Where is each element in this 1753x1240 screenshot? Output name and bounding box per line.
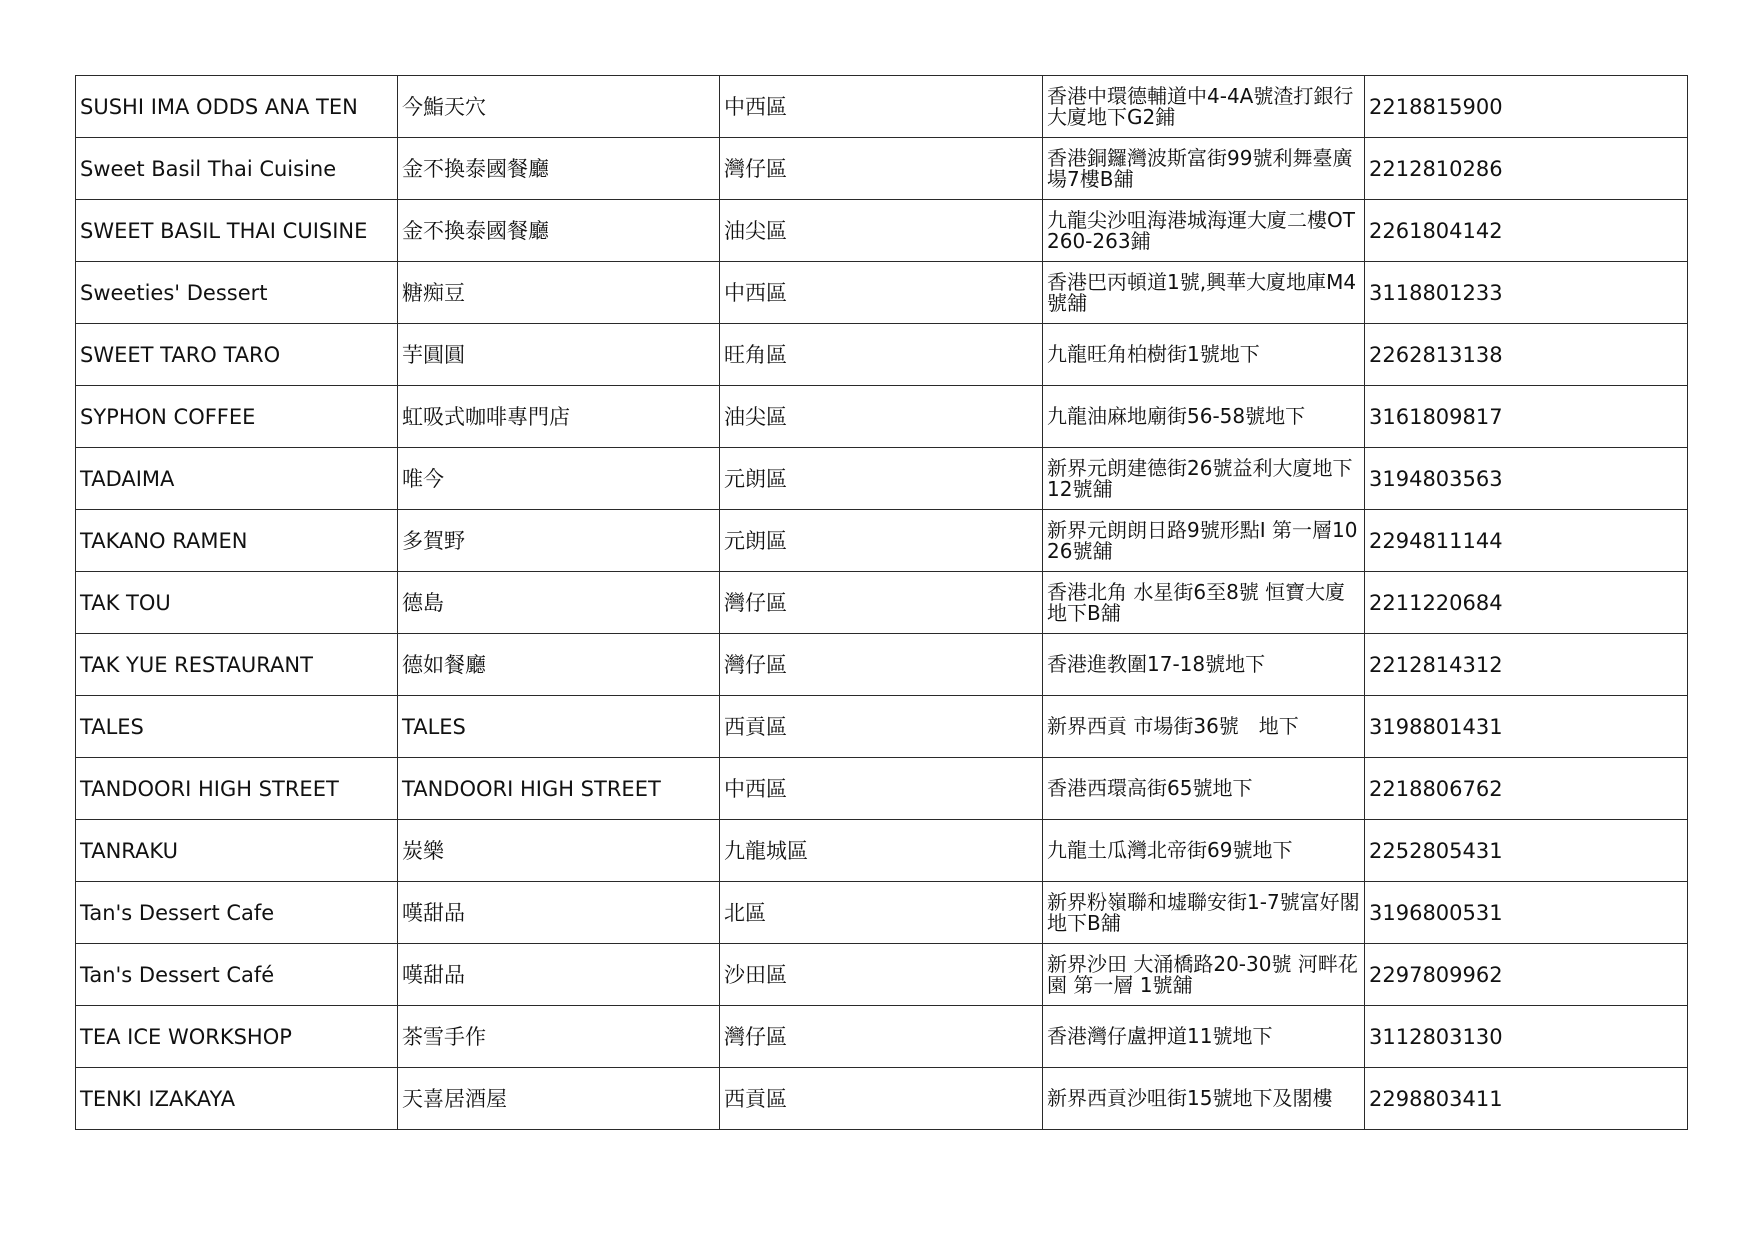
district-cell: 九龍城區 bbox=[720, 820, 1043, 882]
district-cell: 沙田區 bbox=[720, 944, 1043, 1006]
name-zh-cell: 嘆甜品 bbox=[398, 882, 720, 944]
address-cell: 九龍油麻地廟街56-58號地下 bbox=[1043, 386, 1365, 448]
address-cell: 新界元朗朗日路9號形點I 第一層1026號舖 bbox=[1043, 510, 1365, 572]
district-cell: 西貢區 bbox=[720, 1068, 1043, 1130]
phone-cell: 2211220684 bbox=[1365, 572, 1688, 634]
district-cell: 中西區 bbox=[720, 262, 1043, 324]
table-body bbox=[76, 76, 1688, 1130]
name-zh-cell: TANDOORI HIGH STREET bbox=[398, 758, 720, 820]
document-page bbox=[75, 75, 1687, 1130]
name-zh-cell: 金不換泰國餐廳 bbox=[398, 200, 720, 262]
name-en-cell: TAK TOU bbox=[76, 572, 398, 634]
table-row bbox=[76, 634, 1688, 696]
phone-cell: 2212814312 bbox=[1365, 634, 1688, 696]
district-cell: 油尖區 bbox=[720, 386, 1043, 448]
phone-cell: 2297809962 bbox=[1365, 944, 1688, 1006]
name-zh-cell: 金不換泰國餐廳 bbox=[398, 138, 720, 200]
table-row bbox=[76, 262, 1688, 324]
phone-cell: 3196800531 bbox=[1365, 882, 1688, 944]
phone-cell: 2218806762 bbox=[1365, 758, 1688, 820]
name-en-cell: TALES bbox=[76, 696, 398, 758]
address-cell: 新界西貢沙咀街15號地下及閣樓 bbox=[1043, 1068, 1365, 1130]
district-cell: 灣仔區 bbox=[720, 138, 1043, 200]
name-zh-cell: 茶雪手作 bbox=[398, 1006, 720, 1068]
table-row bbox=[76, 76, 1688, 138]
address-cell: 香港巴丙頓道1號,興華大廈地庫M4號舖 bbox=[1043, 262, 1365, 324]
name-en-cell: Tan's Dessert Cafe bbox=[76, 882, 398, 944]
table-row bbox=[76, 696, 1688, 758]
table-row bbox=[76, 200, 1688, 262]
name-zh-cell: 多賀野 bbox=[398, 510, 720, 572]
phone-cell: 2218815900 bbox=[1365, 76, 1688, 138]
district-cell: 灣仔區 bbox=[720, 572, 1043, 634]
district-cell: 油尖區 bbox=[720, 200, 1043, 262]
address-cell: 新界西貢 市場街36號 地下 bbox=[1043, 696, 1365, 758]
table-row bbox=[76, 882, 1688, 944]
phone-cell: 2261804142 bbox=[1365, 200, 1688, 262]
name-en-cell: TEA ICE WORKSHOP bbox=[76, 1006, 398, 1068]
name-en-cell: TENKI IZAKAYA bbox=[76, 1068, 398, 1130]
district-cell: 灣仔區 bbox=[720, 1006, 1043, 1068]
district-cell: 中西區 bbox=[720, 758, 1043, 820]
address-cell: 九龍尖沙咀海港城海運大廈二樓OT 260-263鋪 bbox=[1043, 200, 1365, 262]
name-en-cell: Sweeties' Dessert bbox=[76, 262, 398, 324]
name-en-cell: SYPHON COFFEE bbox=[76, 386, 398, 448]
phone-cell: 2294811144 bbox=[1365, 510, 1688, 572]
phone-cell: 3194803563 bbox=[1365, 448, 1688, 510]
address-cell: 香港北角 水星街6至8號 恒寶大廈地下B舖 bbox=[1043, 572, 1365, 634]
name-zh-cell: 糖痴豆 bbox=[398, 262, 720, 324]
name-zh-cell: 唯今 bbox=[398, 448, 720, 510]
phone-cell: 3112803130 bbox=[1365, 1006, 1688, 1068]
name-en-cell: TADAIMA bbox=[76, 448, 398, 510]
district-cell: 北區 bbox=[720, 882, 1043, 944]
name-zh-cell: 今鮨天穴 bbox=[398, 76, 720, 138]
district-cell: 旺角區 bbox=[720, 324, 1043, 386]
phone-cell: 2262813138 bbox=[1365, 324, 1688, 386]
name-zh-cell: 德島 bbox=[398, 572, 720, 634]
name-zh-cell: 虹吸式咖啡專門店 bbox=[398, 386, 720, 448]
name-en-cell: Tan's Dessert Café bbox=[76, 944, 398, 1006]
table-row bbox=[76, 572, 1688, 634]
address-cell: 香港中環德輔道中4-4A號渣打銀行大廈地下G2鋪 bbox=[1043, 76, 1365, 138]
address-cell: 九龍旺角柏樹街1號地下 bbox=[1043, 324, 1365, 386]
district-cell: 元朗區 bbox=[720, 448, 1043, 510]
name-zh-cell: 天喜居酒屋 bbox=[398, 1068, 720, 1130]
name-en-cell: TANRAKU bbox=[76, 820, 398, 882]
address-cell: 九龍土瓜灣北帝街69號地下 bbox=[1043, 820, 1365, 882]
table-row bbox=[76, 324, 1688, 386]
district-cell: 元朗區 bbox=[720, 510, 1043, 572]
restaurant-table bbox=[75, 75, 1688, 1130]
address-cell: 新界粉嶺聯和墟聯安街1-7號富好閣地下B舖 bbox=[1043, 882, 1365, 944]
name-zh-cell: 芋圓圓 bbox=[398, 324, 720, 386]
district-cell: 中西區 bbox=[720, 76, 1043, 138]
name-zh-cell: 德如餐廳 bbox=[398, 634, 720, 696]
phone-cell: 2298803411 bbox=[1365, 1068, 1688, 1130]
phone-cell: 3198801431 bbox=[1365, 696, 1688, 758]
phone-cell: 3118801233 bbox=[1365, 262, 1688, 324]
phone-cell: 2212810286 bbox=[1365, 138, 1688, 200]
table-row bbox=[76, 1068, 1688, 1130]
name-en-cell: TANDOORI HIGH STREET bbox=[76, 758, 398, 820]
name-en-cell: SWEET BASIL THAI CUISINE bbox=[76, 200, 398, 262]
name-en-cell: TAK YUE RESTAURANT bbox=[76, 634, 398, 696]
district-cell: 灣仔區 bbox=[720, 634, 1043, 696]
table-row bbox=[76, 510, 1688, 572]
name-en-cell: Sweet Basil Thai Cuisine bbox=[76, 138, 398, 200]
address-cell: 新界元朗建德街26號益利大廈地下12號舖 bbox=[1043, 448, 1365, 510]
table-row bbox=[76, 758, 1688, 820]
table-row bbox=[76, 448, 1688, 510]
table-row bbox=[76, 138, 1688, 200]
name-en-cell: SUSHI IMA ODDS ANA TEN bbox=[76, 76, 398, 138]
district-cell: 西貢區 bbox=[720, 696, 1043, 758]
address-cell: 香港銅鑼灣波斯富街99號利舞臺廣場7樓B舖 bbox=[1043, 138, 1365, 200]
name-zh-cell: 炭樂 bbox=[398, 820, 720, 882]
address-cell: 香港西環高街65號地下 bbox=[1043, 758, 1365, 820]
table-row bbox=[76, 386, 1688, 448]
name-zh-cell: 嘆甜品 bbox=[398, 944, 720, 1006]
table-row bbox=[76, 944, 1688, 1006]
address-cell: 香港灣仔盧押道11號地下 bbox=[1043, 1006, 1365, 1068]
table-row bbox=[76, 820, 1688, 882]
phone-cell: 2252805431 bbox=[1365, 820, 1688, 882]
address-cell: 香港進教圍17-18號地下 bbox=[1043, 634, 1365, 696]
name-en-cell: TAKANO RAMEN bbox=[76, 510, 398, 572]
table-row bbox=[76, 1006, 1688, 1068]
address-cell: 新界沙田 大涌橋路20-30號 河畔花園 第一層 1號舖 bbox=[1043, 944, 1365, 1006]
phone-cell: 3161809817 bbox=[1365, 386, 1688, 448]
name-zh-cell: TALES bbox=[398, 696, 720, 758]
name-en-cell: SWEET TARO TARO bbox=[76, 324, 398, 386]
